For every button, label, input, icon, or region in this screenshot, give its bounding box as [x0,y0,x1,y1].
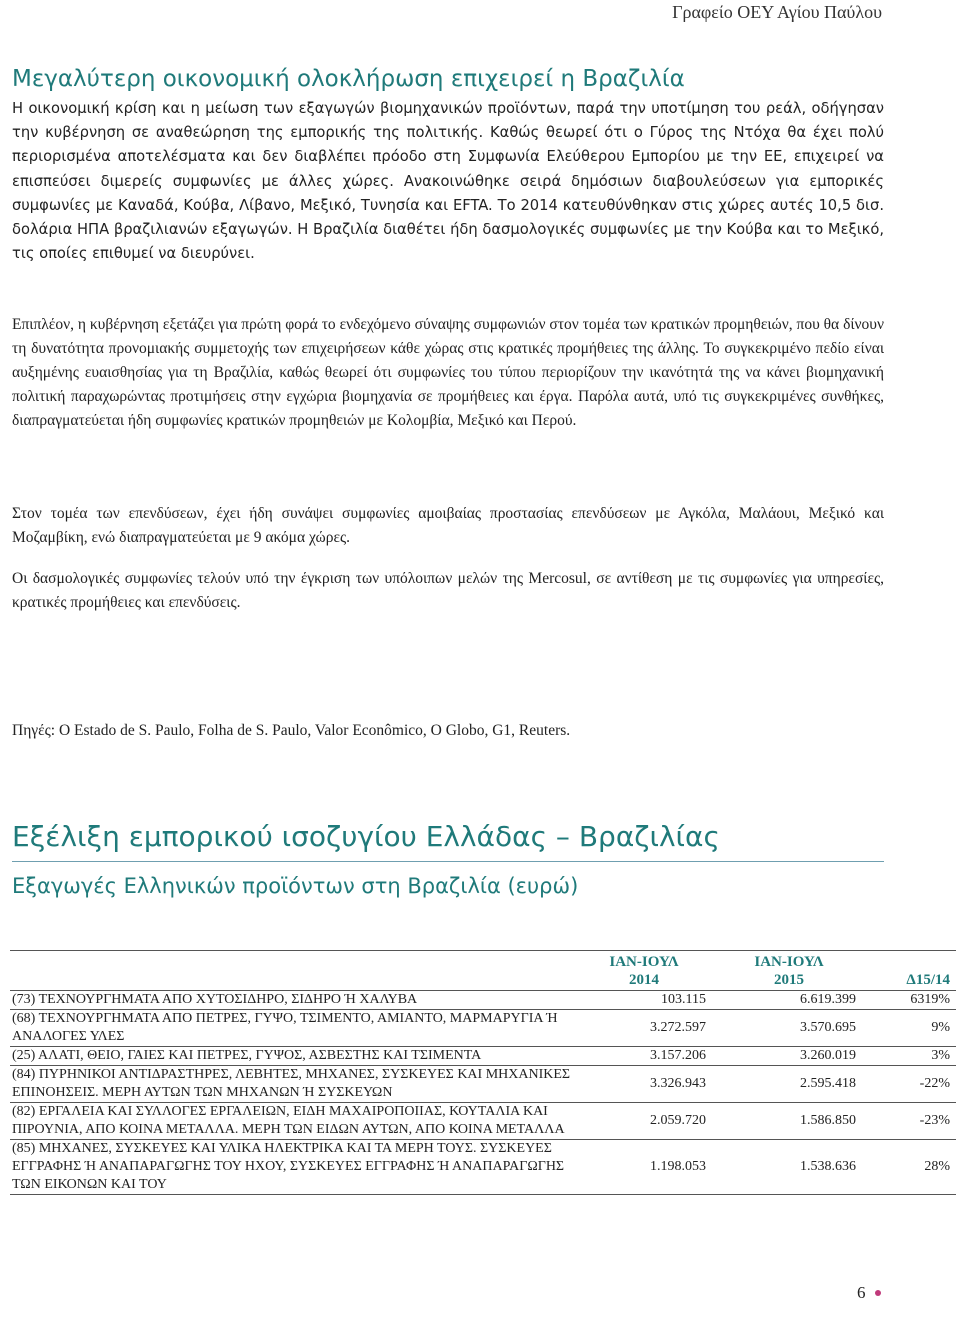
table-row [10,1047,956,1066]
table-row [10,1103,956,1140]
row-delta: -22% [919,1076,950,1091]
table-row [10,1066,956,1103]
table-row [10,1010,956,1047]
row-delta: -23% [919,1113,950,1128]
office-header: Γραφείο ΟΕΥ Αγίου Παύλου [672,2,882,22]
row-description: (82) ΕΡΓΑΛΕΙΑ ΚΑΙ ΣΥΛΛΟΓΕΣ ΕΡΓΑΛΕΙΩΝ, ΕΙΔΗ ΜΑΧΑΙΡΟΠΟΙΙΑΣ, ΚΟΥΤΑΛΙΑ ΚΑΙ ΠΙΡΟΥΝΙΑ, ΑΠΟ ΚΟΙΝΑ ΜΕΤΑΛΛΑ. ΜΕΡΗ ΤΩΝ ΕΙΔΩΝ ΑΥΤΩΝ, ΑΠΟ ΚΟΙΝΑ ΜΕΤΑΛΛΑ [12,1104,565,1137]
row-delta: 28% [924,1159,950,1174]
header-2014-line2: 2014 [629,972,659,988]
paragraph-intro: Η οικονομική κρίση και η μείωση των εξαγωγών βιομηχανικών προϊόντων, παρά την υποτίμηση του ρεάλ, οδήγησαν την κυβέρνηση σε αναθεώρηση της εμπορικής της πολιτικής. Καθώς θεωρεί ότι ο Γύρος της Ντόχα θα έχει πολύ περιορισμένα αποτελέσματα και δεν διαβλέπει πρόοδο στη Συμφωνία Ελεύθερου Εμπορίου με την ΕΕ, επιχειρεί να επισπεύσει διμερείς συμφωνίες με άλλες χώρες. Ανακοινώθηκε σειρά δημόσιων διαβουλεύσεων για εμπορικές συμφωνίες με Καναδά, Κούβα, Λίβανο, Μεξικό, Τυνησία και EFTA. Το 2014 κατευθύνθηκαν στις χώρες αυτές 10,5 δισ. δολάρια ΗΠΑ βραζιλιανών εξαγωγών. Η Βραζιλία διαθέτει ήδη δασμολογικές συμφωνίες με την Κούβα και το Μεξικό, τις οποίες επιθυμεί να διευρύνει. [12,100,884,263]
page-number: 6 [857,1283,866,1302]
row-description: (84) ΠΥΡΗΝΙΚΟΙ ΑΝΤΙΔΡΑΣΤΗΡΕΣ, ΛΕΒΗΤΕΣ, ΜΗΧΑΝΕΣ, ΣΥΣΚΕΥΕΣ ΚΑΙ ΜΗΧΑΝΙΚΕΣ ΕΠΙΝΟΗΣΕΙΣ. ΜΕΡΗ ΑΥΤΩΝ ΤΩΝ ΜΗΧΑΝΩΝ Ή ΣΥΣΚΕΥΩΝ [12,1067,571,1100]
row-value-2015: 1.586.850 [800,1113,856,1128]
table-row [10,991,956,1010]
header-2014 [574,951,714,991]
sources-line: Πηγές: O Estado de S. Paulo, Folha de S. Paulo, Valor Econômico, O Globo, G1, Reuters. [12,722,571,739]
title-divider [12,861,884,862]
paragraph-investments: Στον τομέα των επενδύσεων, έχει ήδη συνάψει συμφωνίες αμοιβαίας προστασίας επενδύσεων με Αγκόλα, Μαλάουι, Μεξικό και Μοζαμβίκη, ενώ διαπραγματεύεται με 9 ακόμα χώρες. [12,505,884,546]
row-value-2014: 3.272.597 [650,1020,706,1035]
row-value-2015: 3.570.695 [800,1020,856,1035]
row-description: (25) ΑΛΑΤΙ, ΘΕΙΟ, ΓΑΙΕΣ ΚΑΙ ΠΕΤΡΕΣ, ΓΥΨΟΣ, ΑΣΒΕΣΤΗΣ ΚΑΙ ΤΣΙΜΕΝΤΑ [12,1048,482,1063]
row-value-2014: 2.059.720 [650,1113,706,1128]
row-value-2014: 3.326.943 [650,1076,706,1091]
table-header-row [10,951,956,991]
row-delta: 9% [931,1020,950,1035]
bullet-dot-icon [875,1290,881,1296]
row-value-2015: 1.538.636 [800,1159,856,1174]
section-title-brazil-integration: Μεγαλύτερη οικονομική ολοκλήρωση επιχειρεί η Βραζιλία [12,66,685,92]
header-2015 [714,951,864,991]
header-2015-line2: 2015 [774,972,804,988]
header-2014-line1: ΙΑΝ-ΙΟΥΛ [609,954,679,970]
row-value-2015: 2.595.418 [800,1076,856,1091]
row-value-2014: 103.115 [661,992,706,1007]
row-description: (68) ΤΕΧΝΟΥΡΓΗΜΑΤΑ ΑΠΟ ΠΕΤΡΕΣ, ΓΥΨΟ, ΤΣΙΜΕΝΤΟ, ΑΜΙΑΝΤΟ, ΜΑΡΜΑΡΥΓΙΑ Ή ΑΝΑΛΟΓΕΣ ΥΛΕΣ [12,1011,558,1044]
exports-subtitle: Εξαγωγές Ελληνικών προϊόντων στη Βραζιλία (ευρώ) [12,874,579,898]
exports-table [10,950,956,1195]
row-description: (85) ΜΗΧΑΝΕΣ, ΣΥΣΚΕΥΕΣ ΚΑΙ ΥΛΙΚΑ ΗΛΕΚΤΡΙΚΑ ΚΑΙ ΤΑ ΜΕΡΗ ΤΟΥΣ. ΣΥΣΚΕΥΕΣ ΕΓΓΡΑΦΗΣ Ή ΑΝΑΠΑΡΑΓΩΓΗΣ ΤΟΥ ΗΧΟΥ, ΣΥΣΚΕΥΕΣ ΕΓΓΡΑΦΗΣ Ή ΑΝΑΠΑΡΑΓΩΓΗΣ ΤΩΝ ΕΙΚΟΝΩΝ ΚΑΙ ΤΟΥ [12,1141,565,1192]
row-value-2015: 3.260.019 [800,1048,856,1063]
row-description: (73) ΤΕΧΝΟΥΡΓΗΜΑΤΑ ΑΠΟ ΧΥΤΟΣΙΔΗΡΟ, ΣΙΔΗΡΟ Ή ΧΑΛΥΒΑ [12,992,418,1007]
header-2015-line1: ΙΑΝ-ΙΟΥΛ [754,954,824,970]
trade-balance-title: Εξέλιξη εμπορικού ισοζυγίου Ελλάδας – Βραζιλίας [12,820,720,853]
paragraph-procurement: Επιπλέον, η κυβέρνηση εξετάζει για πρώτη φορά το ενδεχόμενο σύναψης συμφωνιών στον τομέα των κρατικών προμηθειών, που θα δίνουν τη δυνατότητα προνομιακής συμμετοχής των επιχειρήσεων κάθε χώρας στις κρατικές προμήθειες της άλλης. Το συγκεκριμένο πεδίο είναι αυξημένης ευαισθησίας για τη Βραζιλία, καθώς θεωρεί ότι συμφωνίες του τύπου περιορίζουν την ικανότητά της να κάνει βιομηχανική πολιτική παραχωρώντας προτιμήσεις στην εγχώρια βιομηχανία σε προμήθειες και έργα. Παρόλα αυτά, υπό τις συγκεκριμένες συνθήκες, διαπραγματεύεται ήδη συμφωνίες κρατικών προμηθειών με Κολομβία, Μεξικό και Περού. [12,316,884,429]
row-value-2015: 6.619.399 [800,992,856,1007]
header-delta: Δ15/14 [906,972,950,988]
row-delta: 3% [931,1048,950,1063]
table-row [10,1140,956,1195]
paragraph-mercosul: Οι δασμολογικές συμφωνίες τελούν υπό την έγκριση των υπόλοιπων μελών της Mercosul, σε αντίθεση με τις συμφωνίες για υπηρεσίες, κρατικές προμήθειες και επενδύσεις. [12,570,884,611]
row-value-2014: 1.198.053 [650,1159,706,1174]
row-value-2014: 3.157.206 [650,1048,706,1063]
row-delta: 6319% [910,992,950,1007]
header-description [10,951,574,991]
